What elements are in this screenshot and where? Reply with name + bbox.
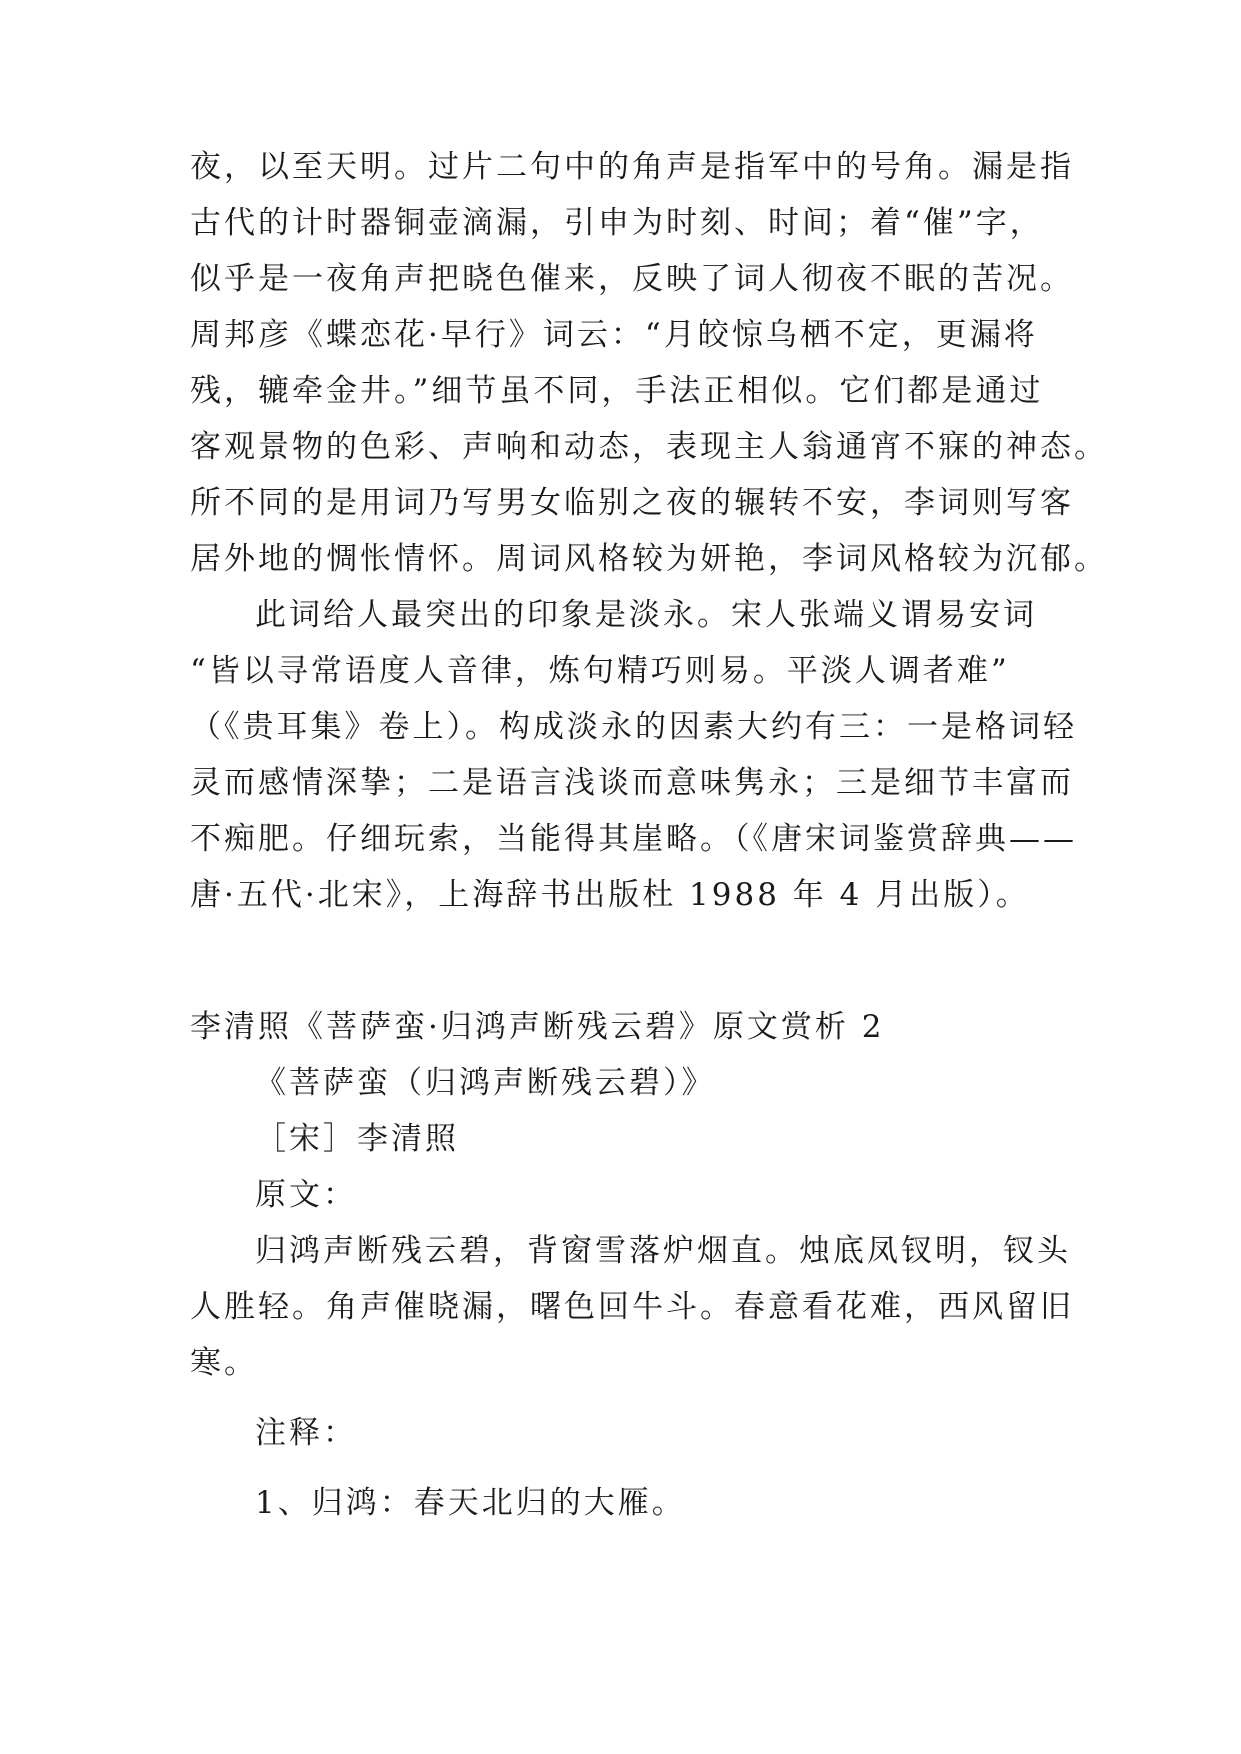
original-text-label: 原文：	[255, 1177, 357, 1213]
body-line: 不痴肥。仔细玩索，当能得其崖略。（《唐宋词鉴赏辞典——	[190, 821, 1077, 857]
body-line: 似乎是一夜角声把晓色催来，反映了词人彻夜不眠的苦况。	[190, 261, 1074, 297]
section-title: 李清照《菩萨蛮·归鸿声断残云碧》原文赏析 2	[190, 1009, 885, 1045]
notes-label: 注释：	[255, 1415, 357, 1451]
paragraph-start-line: 此词给人最突出的印象是淡永。宋人张端义谓易安词	[255, 597, 1037, 633]
body-line: 所不同的是用词乃写男女临别之夜的辗转不安，李词则写客	[190, 485, 1074, 521]
body-line: 居外地的惆怅情怀。周词风格较为妍艳，李词风格较为沉郁。	[190, 541, 1108, 577]
body-line: 客观景物的色彩、声响和动态，表现主人翁通宵不寐的神态。	[190, 429, 1108, 465]
body-line: 残，辘牵金井。”细节虽不同，手法正相似。它们都是通过	[190, 373, 1044, 409]
body-line: 灵而感情深挚；二是语言浅谈而意味隽永；三是细节丰富而	[190, 765, 1074, 801]
body-line: 唐·五代·北宋》，上海辞书出版杜 1988 年 4 月出版）。	[190, 877, 1030, 913]
poem-line: 人胜轻。角声催晓漏，曙色回牛斗。春意看花难，西风留旧	[190, 1289, 1074, 1325]
poem-line: 归鸿声断残云碧，背窗雪落炉烟直。烛底凤钗明，钗头	[255, 1233, 1071, 1269]
poem-title: 《菩萨蛮（归鸿声断残云碧）》	[255, 1065, 716, 1101]
body-line: 古代的计时器铜壶滴漏，引申为时刻、时间；着“催”字，	[190, 205, 1044, 241]
body-line: 夜，以至天明。过片二句中的角声是指军中的号角。漏是指	[190, 149, 1074, 185]
body-line: 周邦彦《蝶恋花·早行》词云：“月皎惊乌栖不定，更漏将	[190, 317, 1038, 353]
poem-line: 寒。	[190, 1345, 258, 1381]
body-line: （《贵耳集》卷上）。构成淡永的因素大约有三：一是格词轻	[190, 709, 1077, 745]
poem-author: ［宋］李清照	[255, 1121, 459, 1157]
body-line: “皆以寻常语度人音律，炼句精巧则易。平淡人调者难”	[190, 653, 1010, 689]
note-item: 1、归鸿：春天北归的大雁。	[255, 1485, 686, 1521]
